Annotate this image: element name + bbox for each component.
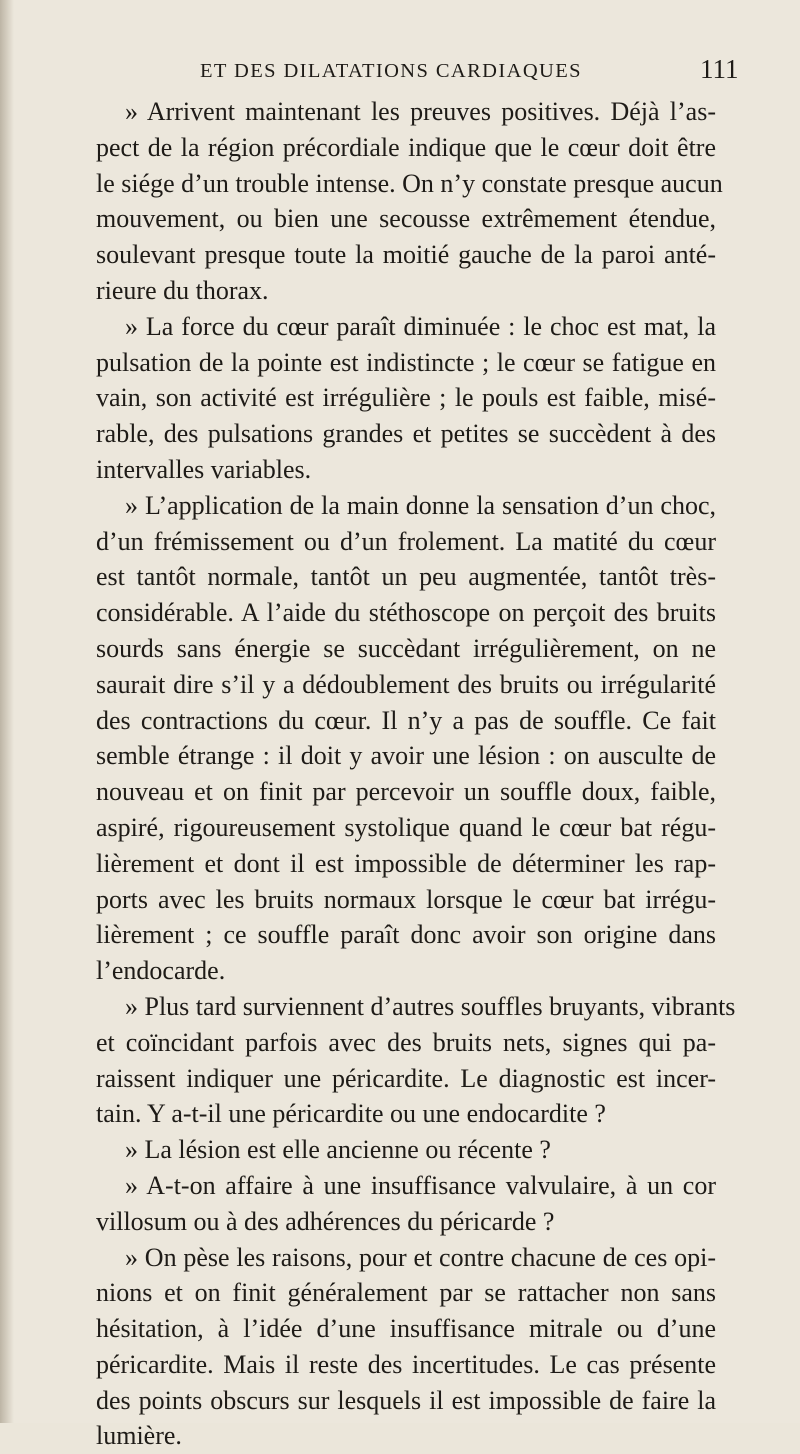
text-line: rable, des pulsations grandes et petites se succèdent à des (96, 419, 716, 449)
text-line: des points obscurs sur lesquels il est impossible de faire la (96, 1385, 716, 1415)
text-line: péricardite. Mais il reste des incertitudes. Le cas présente (96, 1349, 716, 1379)
text-line: est tantôt normale, tantôt un peu augmentée, tantôt très- (96, 562, 716, 592)
text-line: villosum ou à des adhérences du péricarde ? (96, 1206, 555, 1236)
text-line: mouvement, ou bien une secousse extrêmement étendue, (96, 204, 716, 234)
text-line: considérable. A l’aide du stéthoscope on perçoit des bruits (96, 598, 716, 628)
text-line: pect de la région précordiale indique que le cœur doit être (96, 132, 716, 162)
page-number: 111 (700, 54, 739, 84)
text-line: des contractions du cœur. Il n’y a pas de souffle. Ce fait (96, 705, 716, 735)
text-line: d’un frémissement ou d’un frolement. La matité du cœur (96, 526, 716, 556)
text-line: » A-t-on affaire à une insuffisance valvulaire, à un cor (125, 1170, 716, 1200)
text-line: semble étrange : il doit y avoir une lésion : on ausculte de (96, 741, 716, 771)
text-line: » L’application de la main donne la sensation d’un choc, (125, 490, 716, 520)
text-line: hésitation, à l’idée d’une insuffisance mitrale ou d’une (96, 1314, 716, 1344)
text-line: pulsation de la pointe est indistincte ; le cœur se fatigue en (96, 347, 716, 377)
text-line: rieure du thorax. (96, 275, 269, 305)
text-line: lièrement et dont il est impossible de déterminer les rap- (96, 848, 716, 878)
text-line: et coïncidant parfois avec des bruits nets, signes qui pa- (96, 1027, 716, 1057)
text-line: tain. Y a-t-il une péricardite ou une endocardite ? (96, 1099, 606, 1129)
text-line: » Arrivent maintenant les preuves positives. Déjà l’as- (125, 97, 716, 126)
text-line: soulevant presque toute la moitié gauche de la paroi anté- (96, 240, 716, 270)
body-text (96, 94, 736, 1454)
page-header (0, 54, 800, 96)
text-line: » On pèse les raisons, pour et contre chacune de ces opi- (125, 1242, 716, 1272)
text-line: nions et on finit généralement par se rattacher non sans (96, 1278, 716, 1308)
running-title: ET DES DILATATIONS CARDIAQUES (200, 60, 582, 82)
text-line: vain, son activité est irrégulière ; le pouls est faible, misé- (96, 383, 716, 413)
text-line: saurait dire s’il y a dédoublement des bruits ou irrégularité (96, 669, 716, 699)
text-line: lumière. (96, 1421, 182, 1451)
page-spine-shadow (0, 0, 14, 1423)
text-line: le siége d’un trouble intense. On n’y constate presque aucun (96, 168, 723, 198)
text-line: » Plus tard surviennent d’autres souffles bruyants, vibrants (125, 991, 736, 1021)
text-line: lièrement ; ce souffle paraît donc avoir son origine dans (96, 920, 716, 950)
text-line: nouveau et on finit par percevoir un souffle doux, faible, (96, 777, 716, 807)
text-line: sourds sans énergie se succèdant irrégulièrement, on ne (96, 633, 716, 663)
text-line: aspiré, rigoureusement systolique quand le cœur bat régu- (96, 812, 716, 842)
text-line: » La lésion est elle ancienne ou récente ? (125, 1135, 551, 1165)
text-line: ports avec les bruits normaux lorsque le cœur bat irrégu- (96, 884, 716, 914)
text-line: » La force du cœur paraît diminuée : le choc est mat, la (125, 311, 716, 341)
text-line: raissent indiquer une péricardite. Le diagnostic est incer- (96, 1063, 716, 1093)
text-line: intervalles variables. (96, 454, 312, 484)
text-line: l’endocarde. (96, 956, 226, 986)
